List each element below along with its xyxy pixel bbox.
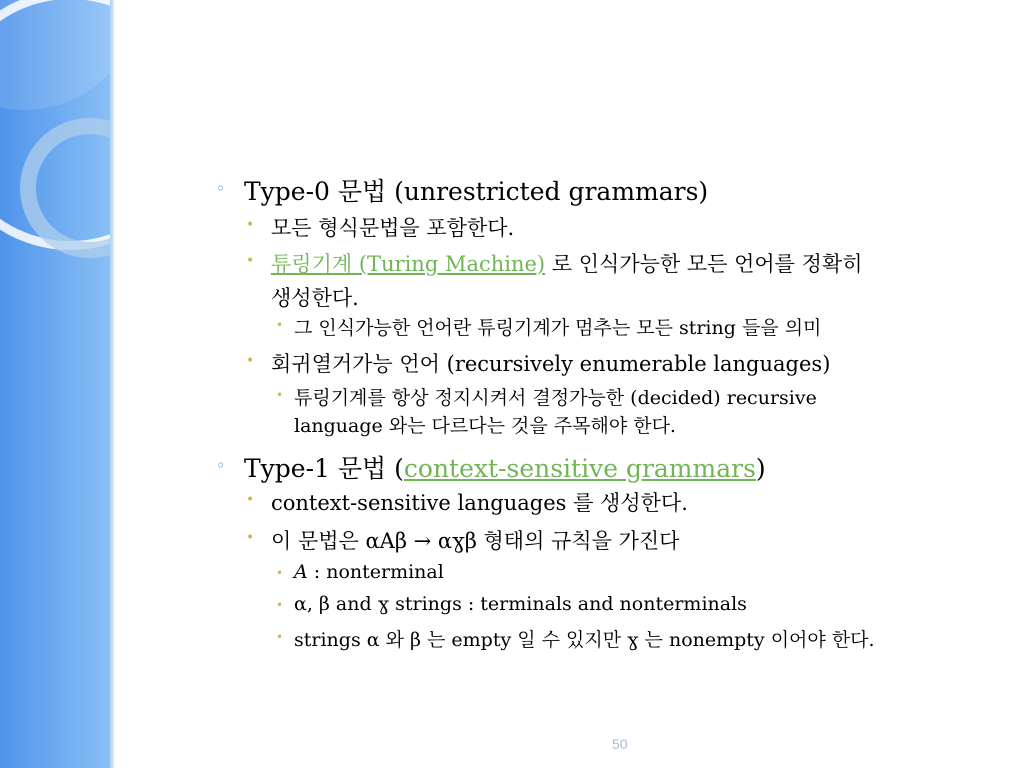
bullet-text-level-2 bbox=[271, 212, 514, 242]
bullet-level-3: • bbox=[276, 630, 284, 644]
bullet-level-1: ◦ bbox=[216, 456, 226, 475]
bullet-level-3: • bbox=[276, 598, 284, 612]
bullet-level-2: • bbox=[246, 217, 255, 233]
bullet-text-level-3 bbox=[294, 383, 817, 410]
text-run: 이 문법은 αAβ → αɣβ 형태의 규칙을 가진다 bbox=[271, 529, 680, 553]
bullet-text-level-2 bbox=[271, 282, 359, 312]
text-run: Type-1 문법 ( bbox=[244, 454, 404, 483]
bullet-level-2: • bbox=[246, 253, 255, 269]
bullet-text-level-1 bbox=[244, 449, 766, 485]
text-run: language 와는 다르다는 것을 주목해야 한다. bbox=[294, 415, 676, 437]
bullet-level-2: • bbox=[246, 353, 255, 369]
text-run: 그 인식가능한 언어란 튜링기계가 멈추는 모든 string 들을 의미 bbox=[294, 317, 822, 339]
bullet-text-level-3 bbox=[294, 593, 747, 615]
text-run: ) bbox=[755, 454, 766, 483]
text-run: 튜링기계를 항상 정지시켜서 결정가능한 (decided) recursive bbox=[294, 387, 817, 409]
bullet-level-1: ◦ bbox=[216, 179, 226, 198]
bullet-level-2: • bbox=[246, 530, 255, 546]
hyperlink[interactable]: 튜링기계 (Turing Machine) bbox=[271, 252, 546, 276]
text-run: α, β and ɣ strings : terminals and nonterminals bbox=[294, 593, 747, 615]
hyperlink[interactable]: context-sensitive grammars bbox=[403, 454, 756, 483]
text-run: A bbox=[294, 561, 308, 583]
bullet-text-level-3 bbox=[294, 625, 875, 652]
text-run: 생성한다. bbox=[271, 286, 359, 310]
text-run: 회귀열거가능 언어 (recursively enumerable languages) bbox=[271, 352, 831, 376]
page-number: 50 bbox=[612, 736, 628, 752]
bullet-text-level-2 bbox=[271, 348, 830, 378]
text-run: 로 인식가능한 모든 언어를 정확히 bbox=[545, 252, 863, 276]
bullet-text-level-3 bbox=[294, 561, 444, 583]
bullet-level-3: • bbox=[276, 388, 284, 402]
bullet-text-level-3 bbox=[294, 313, 821, 340]
bullet-level-3: • bbox=[276, 566, 284, 580]
bullet-level-3: • bbox=[276, 318, 284, 332]
text-run: : nonterminal bbox=[307, 561, 444, 583]
text-run: Type-0 문법 (unrestricted grammars) bbox=[244, 177, 709, 206]
bullet-text-level-1 bbox=[244, 172, 708, 208]
bullet-text-level-2 bbox=[271, 487, 688, 517]
bullet-text-level-2 bbox=[271, 248, 863, 278]
bullet-text-level-3 bbox=[294, 411, 676, 438]
bullet-text-level-2 bbox=[271, 525, 679, 555]
text-run: strings α 와 β 는 empty 일 수 있지만 ɣ 는 nonempty 이어야 한다. bbox=[294, 629, 875, 651]
bullet-level-2: • bbox=[246, 492, 255, 508]
text-run: context-sensitive languages 를 생성한다. bbox=[271, 491, 688, 515]
text-run: 모든 형식문법을 포함한다. bbox=[271, 216, 515, 240]
